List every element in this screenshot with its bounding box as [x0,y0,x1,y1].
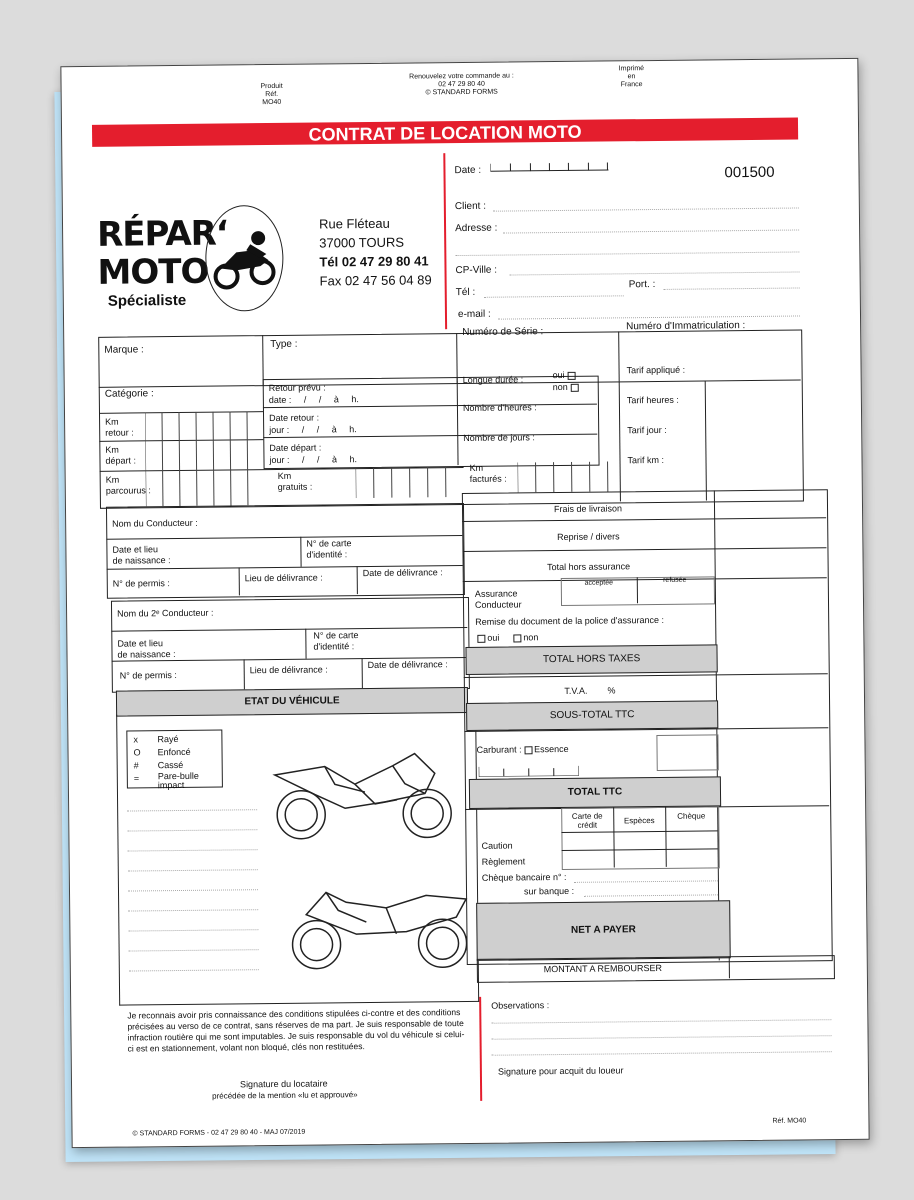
observations-line[interactable] [492,1051,832,1056]
ref-bottom: Réf. MO40 [772,1117,807,1125]
contract-sheet [60,58,869,1148]
conditions-text: Je reconnais avoir pris connaissance des conditions stipulées ci-contre et des conditions précisées au verso de ce contrat, sans réserves de ma part. Je suis responsable de toute infraction routière qui me sont imputables. Je suis responsable du vol du véhicule si celui-ci est en stationnement, volant non bloqué, clés non restituées. [127,1007,465,1054]
type-label: Type : [270,338,298,351]
net-payer-label: NET A PAYER [476,900,731,961]
categorie-label: Catégorie : [104,388,154,400]
email-label: e-mail : [457,308,491,321]
date-retour-jour: jour : / / à h. [269,424,357,436]
cheque-bancaire-label: Chèque bancaire n° : [481,871,567,883]
red-divider-bottom [479,997,482,1101]
driver1-lieu-label: Lieu de délivrance : [244,572,323,584]
address-label: Adresse : [455,222,498,235]
address-field-2[interactable] [455,251,799,256]
caution-label: Caution [481,840,513,851]
km-depart-label: Km départ : [105,444,137,466]
renew-label: Renouvelez votre commande au : [409,72,514,81]
driver2-name-label: Nom du 2ᵉ Conducteur : [117,607,214,619]
tel-field[interactable] [484,295,624,297]
longue-duree-non[interactable] [553,382,581,392]
fuel-gauge-cells[interactable] [479,762,579,777]
driver2-date-deliv-label: Date de délivrance : [367,659,448,671]
etat-legend [126,730,223,789]
carte-credit-label: Carte de crédit [571,811,603,830]
port-label: Port. : [628,278,656,291]
tel-label: Tél : [455,286,476,299]
legend-sym: O [133,747,141,758]
email-field[interactable] [498,315,800,319]
nb-heures-label: Nombre d'heures : [462,402,537,414]
legend-symbols [133,733,141,785]
date-retour-label: Date retour : [269,412,320,424]
marque-label: Marque : [104,344,144,356]
essence-label: Essence [534,743,569,755]
observations-line[interactable] [491,1019,831,1024]
tarif-km-label: Tarif km : [627,454,665,466]
product-ref: Produit Réf. MO40 [260,82,283,107]
tarif-heures-label: Tarif heures : [626,394,679,406]
driver1-date-deliv-label: Date de délivrance : [362,567,443,579]
refusee-label: refusée [663,576,687,584]
cpville-field[interactable] [510,271,800,275]
tva-label: T.V.A. % [564,685,616,696]
acceptee-label: acceptée [584,579,614,587]
company-street: Rue Fléteau [318,215,390,232]
driver1-birth-label: Date et lieu de naissance : [112,544,171,566]
longue-duree-oui[interactable] [553,370,578,380]
remise-oui-label: oui [487,632,500,643]
address-field[interactable] [503,229,799,233]
company-tel: Tél 02 47 29 80 41 [319,253,429,270]
carburant-text: Carburant : [476,744,522,755]
port-field[interactable] [664,287,800,289]
date-depart-label: Date départ : [269,442,322,454]
km-factures-label: Km facturés : [469,462,507,484]
date-field[interactable] [490,157,608,171]
legend-label: Enfoncé [157,746,191,758]
contract-number: 001500 [724,163,775,182]
remise-non[interactable] [513,632,538,642]
carburant-box[interactable] [656,734,718,771]
serie-label: Numéro de Série : [462,326,544,339]
client-label: Client : [454,200,487,213]
copyright-bottom: © STANDARD FORMS - 02 47 29 80 40 - MAJ 07/2019 [132,1128,306,1138]
legend-sym: # [133,760,139,771]
retour-prevu-label: Retour prévu : [268,382,326,394]
nb-jours-label: Nombre de jours : [463,432,535,444]
copyright-top: © STANDARD FORMS [425,88,498,97]
driver1-name-label: Nom du Conducteur : [112,517,198,529]
km-gratuits-cells[interactable] [356,467,462,498]
grid-line [729,956,730,978]
driver1-id-label: N° de carte d'identité : [306,538,352,560]
sur-banque-label: sur banque : [523,885,575,897]
total-ht-label: TOTAL HORS TAXES [465,644,717,675]
driver2-id-label: N° de carte d'identité : [313,630,359,652]
driver2-birth-label: Date et lieu de naissance : [117,638,176,660]
red-divider-top [443,153,447,329]
motorcycle-logo-icon [205,205,284,312]
motorcycle-right-side-icon [264,743,465,845]
legend-label: Rayé [157,734,179,745]
immat-label: Numéro d'Immatriculation : [626,320,746,333]
legend-sym: x [133,734,138,745]
logo-line1: RÉPAR‘ [96,213,228,255]
logo-line2: MOTO [97,251,209,293]
tarif-applique-label: Tarif appliqué : [626,364,686,376]
remise-non-checkbox[interactable] [513,634,521,642]
reprise-label: Reprise / divers [556,531,620,543]
signature-loueur-label: Signature pour acquit du loueur [497,1065,624,1077]
date-label: Date : [454,164,482,177]
total-ttc-label: TOTAL TTC [469,776,721,809]
cpville-label: CP-Ville : [455,264,498,277]
km-digit-cells[interactable] [145,411,264,506]
logo-line3: Spécialiste [107,291,187,310]
driver1-permis-label: N° de permis : [112,578,170,589]
date-depart-jour: jour : / / à h. [269,454,358,466]
company-city: 37000 TOURS [319,234,405,251]
km-retour-label: Km retour : [105,416,134,438]
legend-label: Cassé [157,759,184,771]
livraison-label: Frais de livraison [553,503,623,515]
renew-phone: 02 47 29 80 40 [438,80,485,89]
remise-oui[interactable] [477,633,499,643]
printed-in: Imprimé en France [618,65,645,89]
non-checkbox[interactable] [570,383,578,391]
signature-locataire-label: Signature du locataire [239,1078,328,1090]
legend-labels [157,733,199,790]
remise-label: Remise du document de la police d'assurance : [475,614,665,627]
legend-sym: = [133,773,140,784]
reglement-label: Règlement [481,856,526,867]
legend-label: Pare-bulle impact [157,770,199,791]
retour-prevu-date: date : / / à h. [268,394,359,406]
carburant-label [476,744,568,755]
driver2-permis-label: N° de permis : [119,670,177,681]
driver2-lieu-label: Lieu de délivrance : [249,664,328,676]
observations-line[interactable] [492,1035,832,1040]
especes-label: Espèces [623,816,655,826]
oui-checkbox[interactable] [567,371,575,379]
remise-oui-checkbox[interactable] [477,634,485,642]
oui-label: oui [552,369,565,381]
sous-total-label: SOUS-TOTAL TTC [466,700,718,731]
rembourser-label: MONTANT A REMBOURSER [543,962,662,975]
company-fax: Fax 02 47 56 04 89 [319,272,432,289]
observations-label: Observations : [491,1000,550,1011]
cheque-label: Chèque [677,811,706,821]
assurance-label: Assurance Conducteur [474,588,522,610]
km-gratuits-label: Km gratuits : [277,470,313,492]
essence-checkbox[interactable] [524,746,532,754]
km-factures-cells[interactable] [518,461,618,492]
tarif-jour-label: Tarif jour : [627,424,667,436]
mention-label: précédée de la mention «lu et approuvé» [212,1090,358,1101]
motorcycle-left-side-icon [286,873,477,975]
remise-non-label: non [523,632,539,643]
etat-title: ETAT DU VÉHICULE [116,687,468,717]
km-parcourus-label: Km parcourus : [105,474,151,496]
total-hors-assurance-label: Total hors assurance [547,561,631,573]
contract-title: CONTRAT DE LOCATION MOTO [92,117,798,146]
longue-duree-label: Longue durée : [462,374,524,386]
non-label: non [552,381,568,393]
client-field[interactable] [493,207,799,211]
